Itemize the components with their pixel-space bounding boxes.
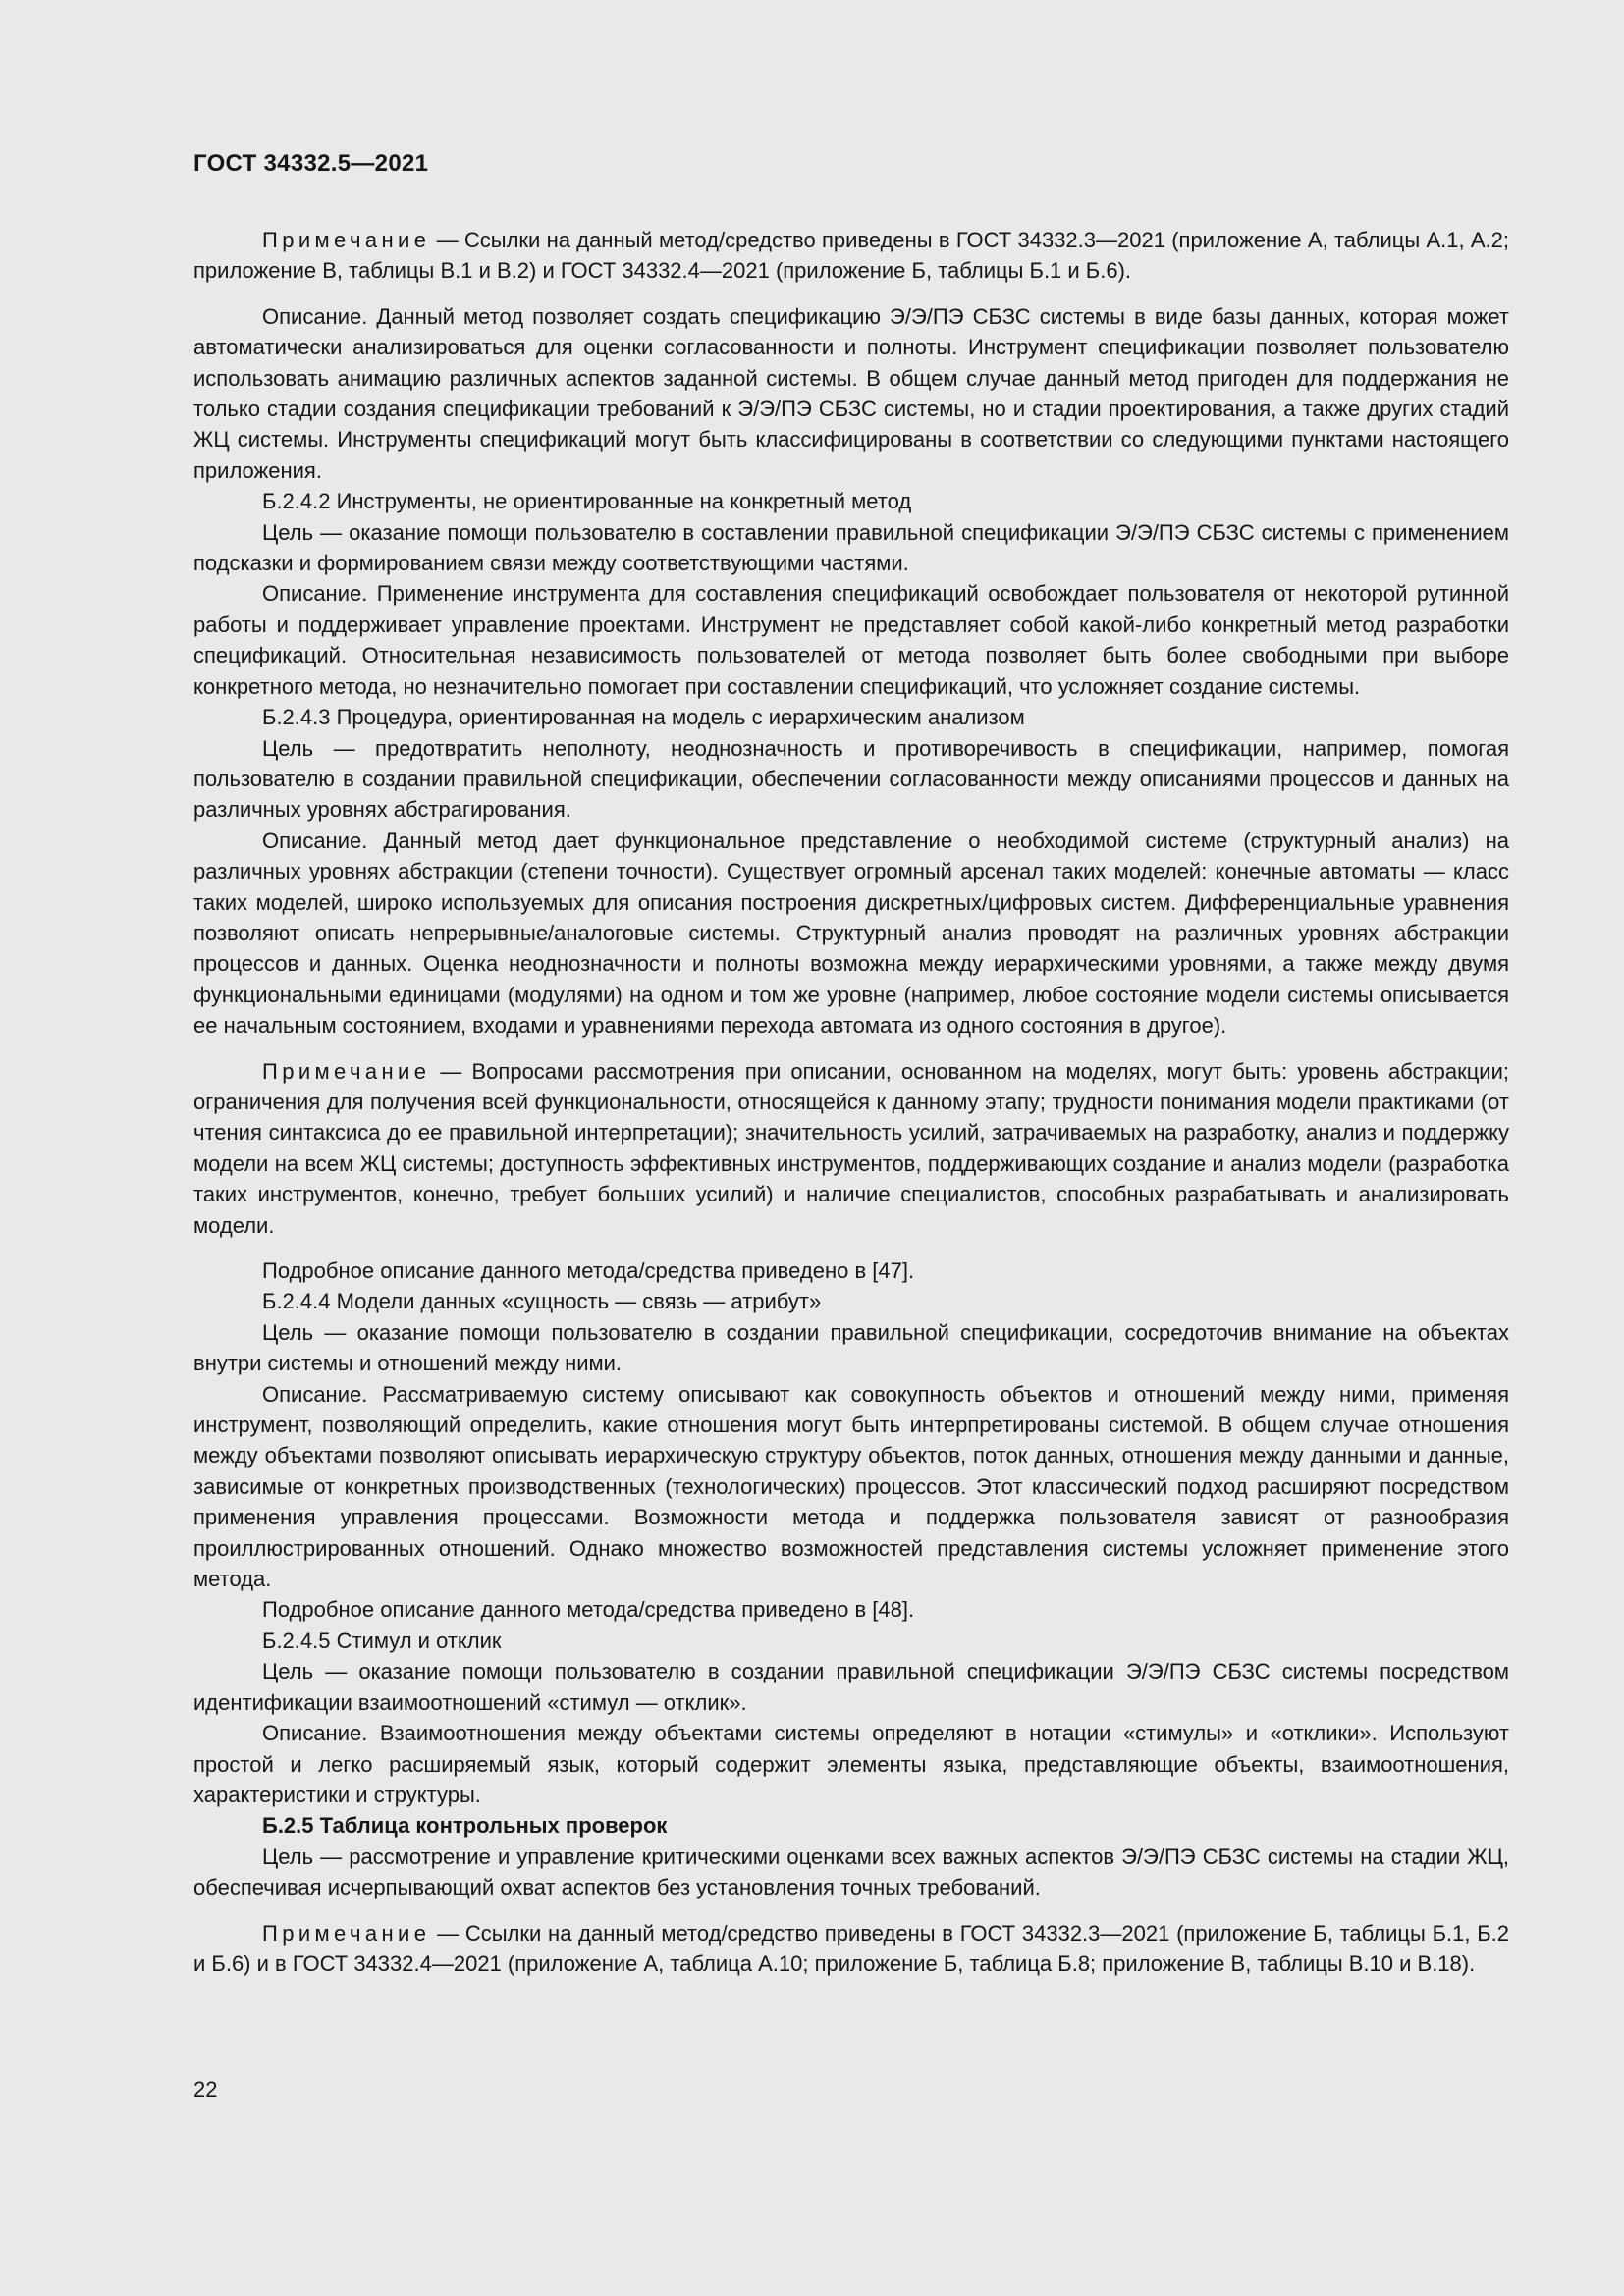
page-number: 22 xyxy=(193,2077,218,2102)
description-paragraph: Описание. Применение инструмента для составления спецификаций освобождает пользователя от некоторой рутинной работы и поддерживает управление проектами. Инструмент не представляет собой какой-либо конкретный метод разработки спецификаций. Относительная независимость пользователей от метода позволяет быть более свободными при выборе конкретного метода, но незначительно помогает при составлении спецификаций, что усложняет создание системы. xyxy=(193,581,1509,699)
section-heading-b245: Б.2.4.5 Стимул и отклик xyxy=(262,1628,502,1653)
section-heading-b242: Б.2.4.2 Инструменты, не ориентированные на конкретный метод xyxy=(262,489,912,514)
goal-paragraph: Цель — предотвратить неполноту, неоднозначность и противоречивость в спецификации, например, помогая пользователю в создании правильной спецификации, обеспечении согласованности между описаниями процессов и данных на различных уровнях абстрагирования. xyxy=(193,735,1509,823)
goal-paragraph: Цель — оказание помощи пользователю в создании правильной спецификации Э/Э/ПЭ СБЗС системы посредством идентификации взаимоотношений «стимул — отклик». xyxy=(193,1659,1509,1715)
section-heading-b244: Б.2.4.4 Модели данных «сущность — связь — атрибут» xyxy=(262,1289,822,1314)
goal-paragraph: Цель — рассмотрение и управление критическими оценками всех важных аспектов Э/Э/ПЭ СБЗС системы на стадии ЖЦ, обеспечивая исчерпывающий охват аспектов без установления точных требований. xyxy=(193,1843,1509,1900)
note-text: — Ссылки на данный метод/средство приведены в ГОСТ 34332.3—2021 (приложение А, таблицы А.1, А.2; приложение В, таблицы В.1 и В.2) и ГОСТ 34332.4—2021 (приложение Б, таблицы Б.1 и Б.6). xyxy=(193,228,1509,284)
description-paragraph: Описание. Данный метод дает функциональное представление о необходимой системе (структурный анализ) на различных уровнях абстракции (степени точности). Существует огромный арсенал таких моделей: конечные автоматы — класс таких моделей, широко используемых для описания построения дискретных/цифровых систем. Дифференциальные уравнения позволяют описать непрерывные/аналоговые системы. Структурный анализ проводят на различных уровнях абстракции процессов и данных. Оценка неоднозначности и полноты возможна между иерархическими уровнями, а также между двумя функциональными единицами (модулями) на одном и том же уровне (например, любое состояние модели системы описывается ее начальным состоянием, входами и уравнениями перехода автомата из одного состояния в другое). xyxy=(193,828,1509,1039)
note-label: Примечание xyxy=(262,228,431,252)
section-heading-b243: Б.2.4.3 Процедура, ориентированная на модель с иерархическим анализом xyxy=(262,705,1025,730)
document-code-header: ГОСТ 34332.5—2021 xyxy=(193,150,429,177)
goal-paragraph: Цель — оказание помощи пользователю в составлении правильной спецификации Э/Э/ПЭ СБЗС системы с применением подсказки и формированием связи между соответствующими частями. xyxy=(193,519,1509,576)
note-text: — Вопросами рассмотрения при описании, основанном на моделях, могут быть: уровень абстракции; ограничения для получения всей функциональности, относящейся к данному этапу; трудности понимания модели практиками (от чтения синтаксиса до ее правильной интерпретации); значительность усилий, затрачиваемых на разработку, анализ и поддержку модели на всем ЖЦ системы; доступность эффективных инструментов, поддерживающих создание и анализ модели (разработка таких инструментов, конечно, требует больших усилий) и наличие специалистов, способных разрабатывать и анализировать модели. xyxy=(193,1058,1509,1238)
description-paragraph: Описание. Данный метод позволяет создать спецификацию Э/Э/ПЭ СБЗС системы в виде базы данных, которая может автоматически анализироваться для оценки согласованности и полноты. Инструмент спецификации позволяет пользователю использовать анимацию различных аспектов заданной системы. В общем случае данный метод пригоден для поддержания не только стадии создания спецификации требований к Э/Э/ПЭ СБЗС системы, но и стадии проектирования, а также других стадий ЖЦ системы. Инструменты спецификаций могут быть классифицированы в соответствии со следующими пунктами настоящего приложения. xyxy=(193,303,1509,483)
description-paragraph: Описание. Рассматриваемую систему описывают как совокупность объектов и отношений между ними, применяя инструмент, позволяющий определить, какие отношения могут быть интерпретированы системой. В общем случае отношения между объектами позволяют описывать иерархическую структуру объектов, поток данных, отношения между данными и данные, зависимые от конкретных производственных (технологических) процессов. Этот классический подход расширяют посредством применения управления процессами. Возможности метода и поддержка пользователя зависят от разнообразия проиллюстрированных отношений. Однако множество возможностей представления системы усложняет применение этого метода. xyxy=(193,1381,1509,1592)
note-label: Примечание xyxy=(262,1920,431,1946)
section-heading-b25: Б.2.5 Таблица контрольных проверок xyxy=(262,1813,668,1839)
goal-paragraph: Цель — оказание помощи пользователю в создании правильной спецификации, сосредоточив внимание на объектах внутри системы и отношений между ними. xyxy=(193,1319,1509,1376)
note-text: — Ссылки на данный метод/средство приведены в ГОСТ 34332.3—2021 (приложение Б, таблицы Б.1, Б.2 и Б.6) и в ГОСТ 34332.4—2021 (приложение А, таблица А.10; приложение Б, таблица Б.8; приложение В, таблицы В.10 и В.18). xyxy=(193,1920,1509,1976)
page-body xyxy=(193,225,1509,1979)
reference-paragraph: Подробное описание данного метода/средства приведено в [47]. xyxy=(262,1258,915,1283)
description-paragraph: Описание. Взаимоотношения между объектами системы определяют в нотации «стимулы» и «отклики». Используют простой и легко расширяемый язык, который содержит элементы языка, представляющие объекты, взаимоотношения, характеристики и структуры. xyxy=(193,1721,1509,1807)
note-paragraph xyxy=(193,225,1509,287)
note-paragraph xyxy=(193,1918,1509,1980)
reference-paragraph: Подробное описание данного метода/средства приведено в [48]. xyxy=(262,1597,915,1623)
note-paragraph xyxy=(193,1056,1509,1241)
note-label: Примечание xyxy=(262,1058,431,1084)
